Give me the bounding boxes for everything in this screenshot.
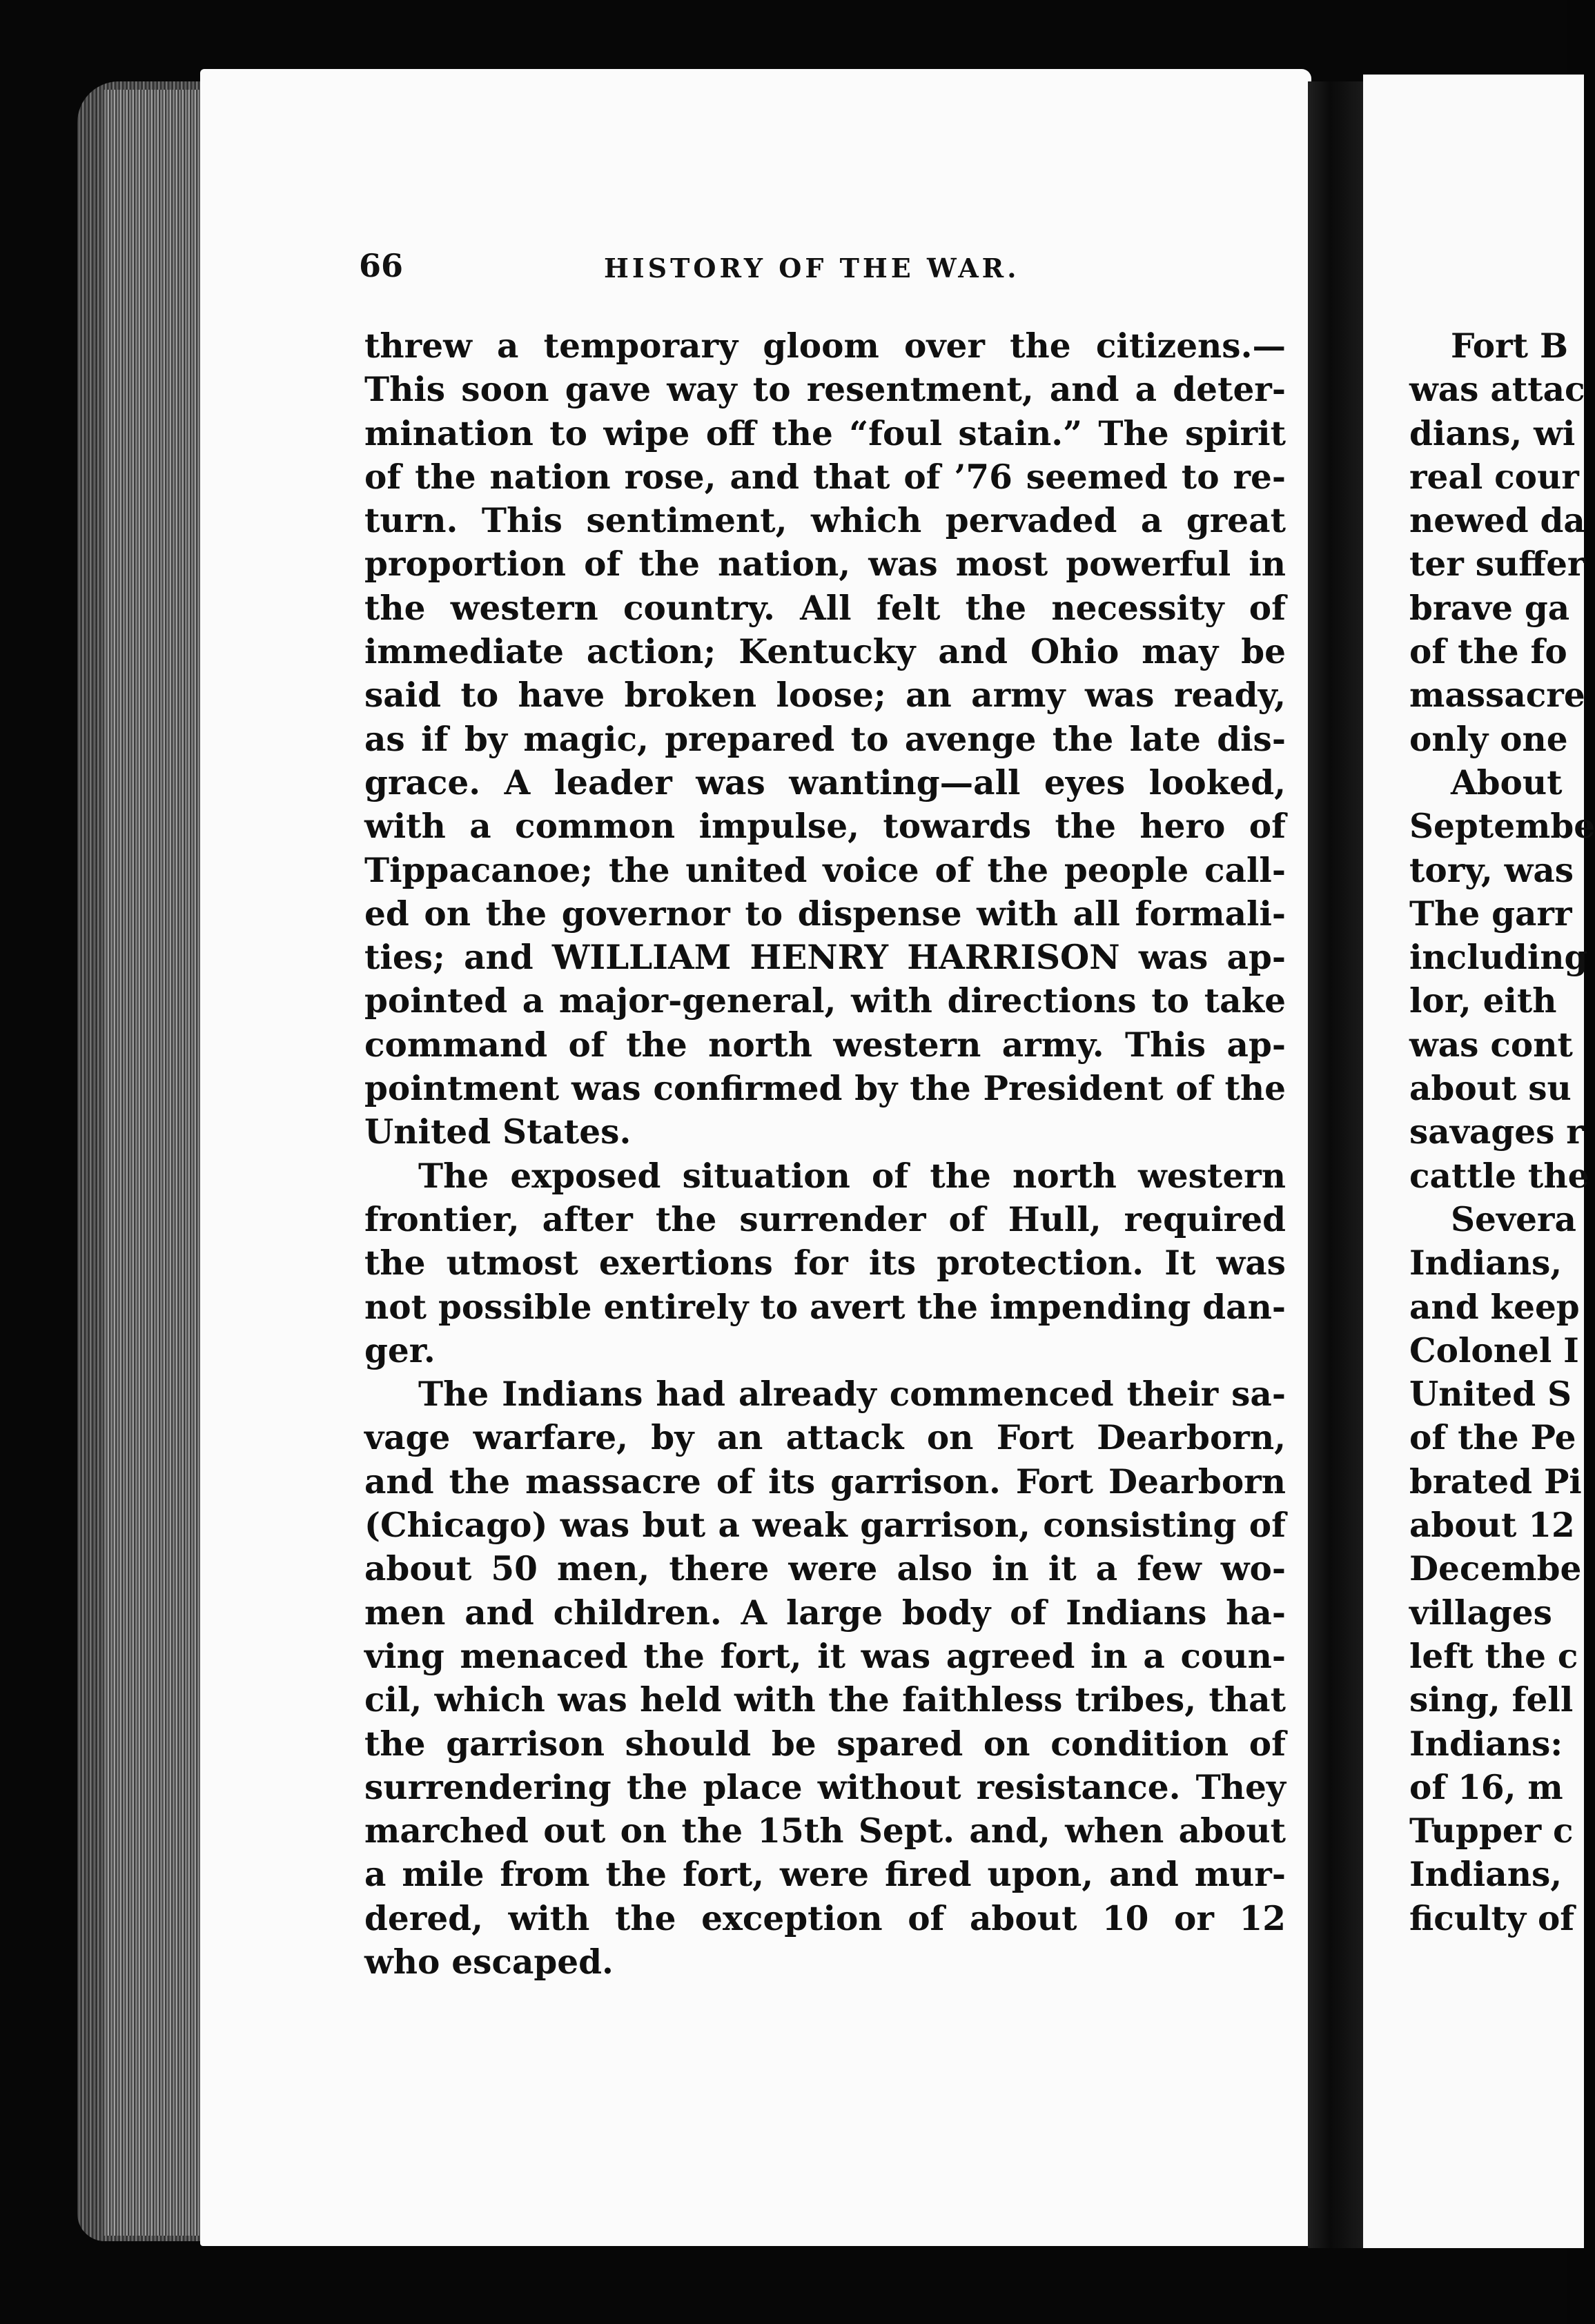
text-line: of the nation rose, and that of ’76 seemed to re- [364, 457, 1286, 497]
right-text-line: Indians: [1409, 1724, 1563, 1764]
text-line: proportion of the nation, was most powerful in [364, 544, 1286, 584]
text-line: This soon gave way to resentment, and a deter- [364, 370, 1286, 410]
text-line: the garrison should be spared on condition of [364, 1724, 1286, 1764]
text-line: pointed a major-general, with directions to take [364, 981, 1286, 1021]
right-text-line: Severa [1451, 1199, 1576, 1239]
text-line: United States. [364, 1112, 632, 1152]
right-text-line: United S [1409, 1375, 1572, 1415]
text-line: as if by magic, prepared to avenge the late dis- [364, 719, 1286, 759]
right-text-line: Indians, [1409, 1243, 1563, 1283]
right-text-line: Decembe [1409, 1549, 1582, 1589]
page-header [359, 247, 1270, 295]
text-line: immediate action; Kentucky and Ohio may be [364, 632, 1286, 672]
text-line: surrendering the place without resistance. They [364, 1767, 1286, 1807]
text-line: ties; and WILLIAM HENRY HARRISON was ap- [364, 938, 1286, 978]
right-text-line: Fort B [1451, 326, 1568, 366]
text-line: and the massacre of its garrison. Fort Dearborn [364, 1461, 1286, 1501]
text-line: men and children. A large body of Indians ha- [364, 1593, 1286, 1633]
text-line: about 50 men, there were also in it a few wo- [364, 1549, 1286, 1589]
right-text-line: ficulty of [1409, 1898, 1575, 1938]
text-line: ving menaced the fort, it was agreed in a coun- [364, 1636, 1286, 1676]
right-text-line: left the c [1409, 1636, 1578, 1676]
text-line: dered, with the exception of about 10 or 12 [364, 1898, 1286, 1938]
text-line: with a common impulse, towards the hero of [364, 807, 1286, 847]
right-text-line: The garr [1409, 894, 1572, 934]
text-line: ed on the governor to dispense with all formali- [364, 894, 1286, 934]
text-line: command of the north western army. This ap- [364, 1025, 1286, 1065]
text-line: the utmost exertions for its protection. It was [364, 1243, 1286, 1283]
text-line: Tippacanoe; the united voice of the people call- [364, 850, 1286, 890]
right-text-line: villages [1409, 1593, 1552, 1633]
running-title: HISTORY OF THE WAR. [604, 253, 1020, 284]
right-text-line: of the fo [1409, 632, 1567, 672]
text-line: frontier, after the surrender of Hull, required [364, 1199, 1286, 1239]
right-text-line: and keep [1409, 1287, 1580, 1327]
book-gutter [1308, 81, 1364, 2248]
main-text-block [364, 324, 1286, 1984]
right-text-line: brated Pi [1409, 1461, 1582, 1501]
text-line: grace. A leader was wanting—all eyes looked, [364, 762, 1286, 802]
text-line: a mile from the fort, were fired upon, and mur- [364, 1855, 1286, 1895]
text-line: mination to wipe off the “foul stain.” The spirit [364, 413, 1286, 453]
right-text-line: ter suffer [1409, 544, 1585, 584]
right-text-line: Septembe [1409, 807, 1595, 847]
right-text-line: Tupper c [1409, 1811, 1574, 1851]
right-text-line: sing, fell [1409, 1680, 1574, 1720]
text-line: (Chicago) was but a weak garrison, consisting of [364, 1506, 1286, 1546]
right-text-line: newed da [1409, 501, 1585, 541]
right-text-line: including [1409, 938, 1588, 978]
right-text-line: was attac [1409, 370, 1585, 410]
text-line: ger. [364, 1330, 436, 1370]
text-line: vage warfare, by an attack on Fort Dearborn, [364, 1418, 1286, 1458]
right-text-line: of 16, m [1409, 1767, 1563, 1807]
page-number: 66 [359, 247, 404, 284]
right-text-line: of the Pe [1409, 1418, 1576, 1458]
right-text-line: about 12 [1409, 1506, 1575, 1546]
text-line: turn. This sentiment, which pervaded a great [364, 501, 1286, 541]
right-text-line: was cont [1409, 1025, 1573, 1065]
text-line: not possible entirely to avert the impending dan- [364, 1287, 1286, 1327]
right-text-line: real cour [1409, 457, 1579, 497]
text-line: who escaped. [364, 1942, 614, 1982]
right-text-line: Indians, [1409, 1855, 1563, 1895]
right-text-line: savages r [1409, 1112, 1584, 1152]
right-text-line: brave ga [1409, 588, 1570, 628]
right-text-line: only one [1409, 719, 1568, 759]
right-text-line: massacre [1409, 676, 1585, 716]
right-text-line: tory, was [1409, 850, 1574, 890]
right-text-line: About [1451, 762, 1563, 802]
right-text-line: dians, wi [1409, 413, 1576, 453]
text-line: The exposed situation of the north western [418, 1156, 1286, 1196]
text-line: the western country. All felt the necessity of [364, 588, 1286, 628]
text-line: threw a temporary gloom over the citizens.— [364, 326, 1286, 366]
right-text-line: lor, eith [1409, 981, 1557, 1021]
text-line: pointment was confirmed by the President of the [364, 1069, 1286, 1109]
text-line: cil, which was held with the faithless tribes, that [364, 1680, 1286, 1720]
right-text-line: Colonel I [1409, 1330, 1579, 1370]
right-page-text-fragments [1409, 324, 1595, 1940]
text-line: The Indians had already commenced their sa- [418, 1375, 1286, 1415]
right-text-line: cattle the [1409, 1156, 1589, 1196]
right-text-line: about su [1409, 1069, 1572, 1109]
text-line: marched out on the 15th Sept. and, when about [364, 1811, 1286, 1851]
page-edges-inner [104, 90, 207, 2236]
text-line: said to have broken loose; an army was ready, [364, 676, 1286, 716]
